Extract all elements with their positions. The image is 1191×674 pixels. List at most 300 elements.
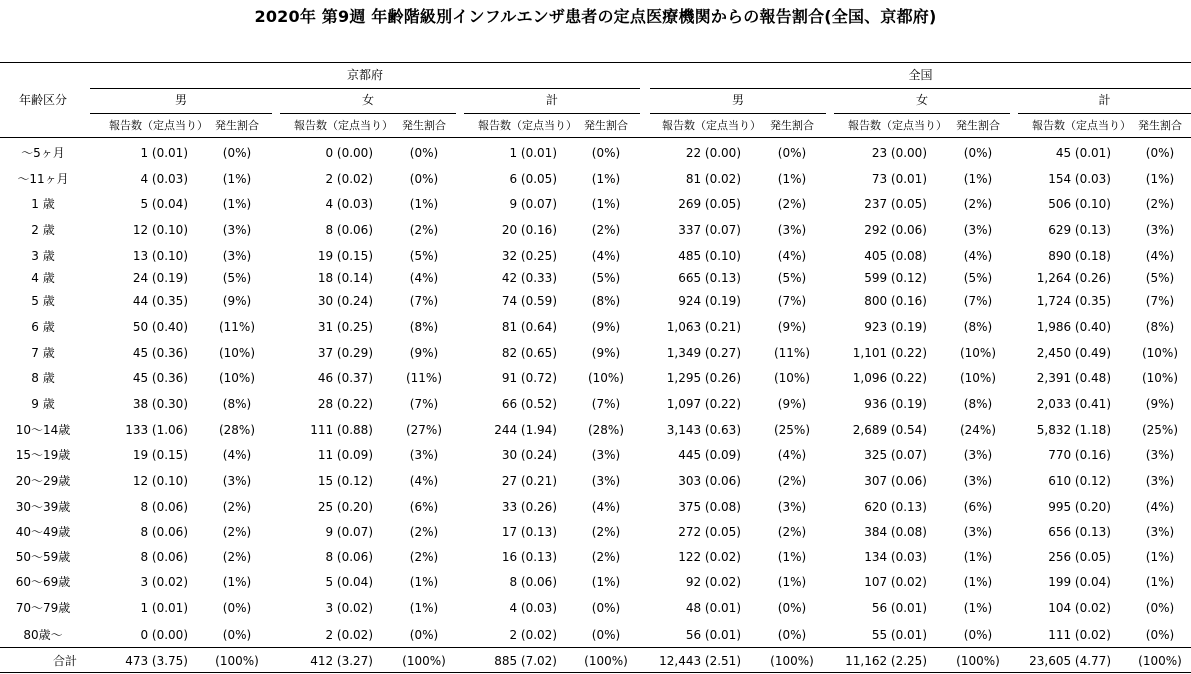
occurrence-rate-cell: (2%)	[409, 223, 439, 237]
occurrence-rate-cell: (1%)	[409, 575, 439, 589]
report-count-cell: 1,264 (0.26)	[1036, 271, 1111, 285]
report-count-cell: 33 (0.26)	[501, 500, 557, 514]
occurrence-rate-cell: (5%)	[963, 271, 993, 285]
age-group-label: 6 歳	[31, 320, 55, 334]
report-count-cell: 485 (0.10)	[678, 249, 741, 263]
age-group-label: 50～59歳	[15, 550, 71, 564]
occurrence-rate-cell: (4%)	[591, 249, 621, 263]
total-row-label: 合計	[52, 654, 77, 668]
report-count-cell: 24 (0.19)	[132, 271, 188, 285]
occurrence-rate-cell: (9%)	[591, 320, 621, 334]
occurrence-rate-cell: (0%)	[409, 628, 439, 642]
report-count-cell: 405 (0.08)	[864, 249, 927, 263]
report-count-cell: 2,689 (0.54)	[852, 423, 927, 437]
region-national-label: 全国	[908, 68, 933, 82]
occurrence-rate-cell: (10%)	[773, 371, 811, 385]
age-group-label: 70～79歳	[15, 601, 71, 615]
occurrence-rate-cell: (3%)	[591, 448, 621, 462]
age-group-label: 40～49歳	[15, 525, 71, 539]
occurrence-rate-cell: (6%)	[963, 500, 993, 514]
report-count-cell: 18 (0.14)	[317, 271, 373, 285]
age-group-label: 30～39歳	[15, 500, 71, 514]
occurrence-rate-cell: (4%)	[409, 474, 439, 488]
report-count-cell: 73 (0.01)	[871, 172, 927, 186]
report-count-cell: 55 (0.01)	[871, 628, 927, 642]
occurrence-rate-cell: (10%)	[959, 346, 997, 360]
occurrence-rate-cell: (8%)	[1145, 320, 1175, 334]
occurrence-rate-cell: (10%)	[218, 371, 256, 385]
report-count-cell: 56 (0.01)	[871, 601, 927, 615]
report-count-cell: 1,063 (0.21)	[666, 320, 741, 334]
total-occurrence-rate-cell: (100%)	[215, 654, 259, 668]
subheader-report-count: 報告数（定点当り）	[848, 119, 947, 132]
occurrence-rate-cell: (3%)	[222, 223, 252, 237]
occurrence-rate-cell: (1%)	[409, 601, 439, 615]
report-count-cell: 2,033 (0.41)	[1036, 397, 1111, 411]
occurrence-rate-cell: (1%)	[1145, 172, 1175, 186]
region-underline-national	[650, 88, 1191, 89]
sex-header-男: 男	[174, 93, 187, 107]
occurrence-rate-cell: (0%)	[591, 146, 621, 160]
occurrence-rate-cell: (7%)	[777, 294, 807, 308]
occurrence-rate-cell: (4%)	[409, 271, 439, 285]
total-report-count-cell: 23,605 (4.77)	[1029, 654, 1111, 668]
occurrence-rate-cell: (2%)	[777, 474, 807, 488]
age-group-label: 15～19歳	[15, 448, 71, 462]
report-count-cell: 56 (0.01)	[685, 628, 741, 642]
report-count-cell: 8 (0.06)	[509, 575, 557, 589]
report-count-cell: 8 (0.06)	[325, 223, 373, 237]
occurrence-rate-cell: (8%)	[591, 294, 621, 308]
occurrence-rate-cell: (10%)	[587, 371, 625, 385]
occurrence-rate-cell: (3%)	[591, 474, 621, 488]
occurrence-rate-cell: (7%)	[409, 294, 439, 308]
occurrence-rate-cell: (0%)	[963, 146, 993, 160]
report-count-cell: 375 (0.08)	[678, 500, 741, 514]
occurrence-rate-cell: (2%)	[409, 525, 439, 539]
report-count-cell: 256 (0.05)	[1048, 550, 1111, 564]
occurrence-rate-cell: (9%)	[591, 346, 621, 360]
occurrence-rate-cell: (7%)	[409, 397, 439, 411]
occurrence-rate-cell: (1%)	[1145, 575, 1175, 589]
subheader-report-count: 報告数（定点当り）	[662, 119, 761, 132]
report-count-cell: 325 (0.07)	[864, 448, 927, 462]
report-count-cell: 111 (0.02)	[1048, 628, 1111, 642]
occurrence-rate-cell: (3%)	[1145, 525, 1175, 539]
occurrence-rate-cell: (9%)	[222, 294, 252, 308]
occurrence-rate-cell: (10%)	[218, 346, 256, 360]
occurrence-rate-cell: (3%)	[963, 448, 993, 462]
report-count-cell: 4 (0.03)	[325, 197, 373, 211]
report-count-cell: 599 (0.12)	[864, 271, 927, 285]
age-group-label: 2 歳	[31, 223, 55, 237]
total-occurrence-rate-cell: (100%)	[584, 654, 628, 668]
occurrence-rate-cell: (5%)	[777, 271, 807, 285]
occurrence-rate-cell: (3%)	[1145, 223, 1175, 237]
occurrence-rate-cell: (1%)	[222, 172, 252, 186]
occurrence-rate-cell: (28%)	[587, 423, 625, 437]
occurrence-rate-cell: (4%)	[591, 500, 621, 514]
subheader-report-count: 報告数（定点当り）	[109, 119, 208, 132]
report-count-cell: 74 (0.59)	[501, 294, 557, 308]
report-count-cell: 12 (0.10)	[132, 223, 188, 237]
sex-underline-5	[1018, 113, 1191, 114]
occurrence-rate-cell: (7%)	[963, 294, 993, 308]
report-count-cell: 46 (0.37)	[317, 371, 373, 385]
report-count-cell: 936 (0.19)	[864, 397, 927, 411]
occurrence-rate-cell: (0%)	[409, 146, 439, 160]
sex-underline-1	[280, 113, 456, 114]
occurrence-rate-cell: (0%)	[963, 628, 993, 642]
report-count-cell: 111 (0.88)	[310, 423, 373, 437]
occurrence-rate-cell: (6%)	[409, 500, 439, 514]
report-count-cell: 890 (0.18)	[1048, 249, 1111, 263]
occurrence-rate-cell: (0%)	[1145, 601, 1175, 615]
report-count-cell: 237 (0.05)	[864, 197, 927, 211]
age-group-label: 10～14歳	[15, 423, 71, 437]
occurrence-rate-cell: (10%)	[1141, 346, 1179, 360]
occurrence-rate-cell: (2%)	[1145, 197, 1175, 211]
report-count-cell: 133 (1.06)	[125, 423, 188, 437]
occurrence-rate-cell: (5%)	[591, 271, 621, 285]
report-count-cell: 38 (0.30)	[132, 397, 188, 411]
occurrence-rate-cell: (2%)	[591, 550, 621, 564]
report-count-cell: 9 (0.07)	[509, 197, 557, 211]
occurrence-rate-cell: (1%)	[963, 172, 993, 186]
subheader-report-count: 報告数（定点当り）	[1032, 119, 1131, 132]
sex-underline-3	[650, 113, 826, 114]
report-count-cell: 82 (0.65)	[501, 346, 557, 360]
age-group-label: ～5ヶ月	[21, 146, 65, 160]
report-count-cell: 13 (0.10)	[132, 249, 188, 263]
total-top-line	[0, 647, 1191, 648]
report-count-cell: 107 (0.02)	[864, 575, 927, 589]
occurrence-rate-cell: (9%)	[777, 320, 807, 334]
occurrence-rate-cell: (0%)	[591, 628, 621, 642]
report-count-cell: 1,097 (0.22)	[666, 397, 741, 411]
report-count-cell: 292 (0.06)	[864, 223, 927, 237]
report-count-cell: 8 (0.06)	[140, 550, 188, 564]
occurrence-rate-cell: (2%)	[222, 500, 252, 514]
report-count-cell: 384 (0.08)	[864, 525, 927, 539]
report-count-cell: 610 (0.12)	[1048, 474, 1111, 488]
occurrence-rate-cell: (0%)	[1145, 628, 1175, 642]
occurrence-rate-cell: (4%)	[777, 249, 807, 263]
report-count-cell: 27 (0.21)	[501, 474, 557, 488]
occurrence-rate-cell: (1%)	[777, 550, 807, 564]
occurrence-rate-cell: (2%)	[222, 525, 252, 539]
report-count-cell: 37 (0.29)	[317, 346, 373, 360]
region-kyoto-label: 京都府	[346, 68, 383, 82]
sex-underline-4	[834, 113, 1010, 114]
report-count-cell: 1 (0.01)	[140, 146, 188, 160]
total-report-count-cell: 412 (3.27)	[310, 654, 373, 668]
report-count-cell: 1,295 (0.26)	[666, 371, 741, 385]
occurrence-rate-cell: (9%)	[777, 397, 807, 411]
sex-underline-2	[464, 113, 640, 114]
region-underline-kyoto	[90, 88, 640, 89]
report-count-cell: 2,391 (0.48)	[1036, 371, 1111, 385]
total-occurrence-rate-cell: (100%)	[402, 654, 446, 668]
report-count-cell: 31 (0.25)	[317, 320, 373, 334]
occurrence-rate-cell: (1%)	[963, 550, 993, 564]
page-title: 2020年 第9週 年齢階級別インフルエンザ患者の定点医療機関からの報告割合(全国、京都府)	[254, 7, 937, 26]
age-group-label: 60～69歳	[15, 575, 71, 589]
report-count-cell: 134 (0.03)	[864, 550, 927, 564]
report-count-cell: 32 (0.25)	[501, 249, 557, 263]
sex-underline-0	[90, 113, 272, 114]
occurrence-rate-cell: (2%)	[591, 223, 621, 237]
occurrence-rate-cell: (28%)	[218, 423, 256, 437]
report-count-cell: 15 (0.12)	[317, 474, 373, 488]
report-count-cell: 4 (0.03)	[140, 172, 188, 186]
report-count-cell: 199 (0.04)	[1048, 575, 1111, 589]
subheader-occurrence-rate: 発生割合	[770, 119, 814, 132]
occurrence-rate-cell: (1%)	[963, 575, 993, 589]
age-group-label: 5 歳	[31, 294, 55, 308]
occurrence-rate-cell: (24%)	[959, 423, 997, 437]
occurrence-rate-cell: (3%)	[777, 500, 807, 514]
occurrence-rate-cell: (3%)	[1145, 474, 1175, 488]
report-count-cell: 17 (0.13)	[501, 525, 557, 539]
report-count-cell: 48 (0.01)	[685, 601, 741, 615]
occurrence-rate-cell: (0%)	[222, 628, 252, 642]
age-group-label: 80歳～	[23, 628, 63, 642]
report-count-cell: 22 (0.00)	[685, 146, 741, 160]
report-count-cell: 303 (0.06)	[678, 474, 741, 488]
total-report-count-cell: 473 (3.75)	[125, 654, 188, 668]
age-group-label: ～11ヶ月	[17, 172, 69, 186]
report-count-cell: 2 (0.02)	[325, 172, 373, 186]
age-group-label: 9 歳	[31, 397, 55, 411]
occurrence-rate-cell: (0%)	[777, 601, 807, 615]
report-count-cell: 0 (0.00)	[325, 146, 373, 160]
occurrence-rate-cell: (9%)	[1145, 397, 1175, 411]
report-count-cell: 770 (0.16)	[1048, 448, 1111, 462]
occurrence-rate-cell: (11%)	[218, 320, 256, 334]
subheader-occurrence-rate: 発生割合	[1138, 119, 1182, 132]
occurrence-rate-cell: (1%)	[591, 172, 621, 186]
occurrence-rate-cell: (7%)	[1145, 294, 1175, 308]
age-group-label: 7 歳	[31, 346, 55, 360]
total-occurrence-rate-cell: (100%)	[1138, 654, 1182, 668]
occurrence-rate-cell: (8%)	[409, 320, 439, 334]
occurrence-rate-cell: (4%)	[1145, 500, 1175, 514]
report-count-cell: 8 (0.06)	[325, 550, 373, 564]
report-count-cell: 4 (0.03)	[509, 601, 557, 615]
report-count-cell: 923 (0.19)	[864, 320, 927, 334]
occurrence-rate-cell: (1%)	[222, 575, 252, 589]
occurrence-rate-cell: (3%)	[409, 448, 439, 462]
report-count-cell: 3 (0.02)	[140, 575, 188, 589]
occurrence-rate-cell: (7%)	[591, 397, 621, 411]
occurrence-rate-cell: (4%)	[963, 249, 993, 263]
occurrence-rate-cell: (5%)	[222, 271, 252, 285]
report-count-cell: 8 (0.06)	[140, 525, 188, 539]
report-count-cell: 995 (0.20)	[1048, 500, 1111, 514]
sex-header-計: 計	[1098, 93, 1111, 107]
report-count-cell: 629 (0.13)	[1048, 223, 1111, 237]
report-count-cell: 81 (0.64)	[501, 320, 557, 334]
occurrence-rate-cell: (2%)	[777, 197, 807, 211]
total-report-count-cell: 885 (7.02)	[494, 654, 557, 668]
occurrence-rate-cell: (25%)	[773, 423, 811, 437]
occurrence-rate-cell: (3%)	[222, 249, 252, 263]
occurrence-rate-cell: (3%)	[222, 474, 252, 488]
occurrence-rate-cell: (1%)	[1145, 550, 1175, 564]
occurrence-rate-cell: (2%)	[777, 525, 807, 539]
occurrence-rate-cell: (3%)	[777, 223, 807, 237]
occurrence-rate-cell: (0%)	[777, 146, 807, 160]
report-count-cell: 1 (0.01)	[140, 601, 188, 615]
report-count-cell: 104 (0.02)	[1048, 601, 1111, 615]
sex-header-女: 女	[915, 93, 928, 107]
occurrence-rate-cell: (0%)	[777, 628, 807, 642]
report-count-cell: 11 (0.09)	[317, 448, 373, 462]
occurrence-rate-cell: (1%)	[591, 197, 621, 211]
report-count-cell: 445 (0.09)	[678, 448, 741, 462]
report-count-cell: 1,096 (0.22)	[852, 371, 927, 385]
report-count-cell: 5 (0.04)	[325, 575, 373, 589]
report-count-cell: 81 (0.02)	[685, 172, 741, 186]
report-count-cell: 91 (0.72)	[501, 371, 557, 385]
report-count-cell: 2 (0.02)	[509, 628, 557, 642]
report-count-cell: 3 (0.02)	[325, 601, 373, 615]
occurrence-rate-cell: (3%)	[1145, 448, 1175, 462]
report-count-cell: 656 (0.13)	[1048, 525, 1111, 539]
report-count-cell: 45 (0.36)	[132, 346, 188, 360]
report-count-cell: 44 (0.35)	[132, 294, 188, 308]
report-count-cell: 30 (0.24)	[317, 294, 373, 308]
report-count-cell: 12 (0.10)	[132, 474, 188, 488]
header-top-line	[0, 62, 1191, 63]
sex-header-計: 計	[545, 93, 558, 107]
report-count-cell: 6 (0.05)	[509, 172, 557, 186]
total-report-count-cell: 12,443 (2.51)	[659, 654, 741, 668]
report-count-cell: 1 (0.01)	[509, 146, 557, 160]
occurrence-rate-cell: (2%)	[222, 550, 252, 564]
report-count-cell: 5,832 (1.18)	[1036, 423, 1111, 437]
report-count-cell: 42 (0.33)	[501, 271, 557, 285]
report-count-cell: 3,143 (0.63)	[666, 423, 741, 437]
report-count-cell: 45 (0.36)	[132, 371, 188, 385]
report-count-cell: 2,450 (0.49)	[1036, 346, 1111, 360]
sex-header-女: 女	[361, 93, 374, 107]
report-count-cell: 1,724 (0.35)	[1036, 294, 1111, 308]
report-count-cell: 154 (0.03)	[1048, 172, 1111, 186]
subheader-occurrence-rate: 発生割合	[402, 119, 446, 132]
report-count-cell: 1,349 (0.27)	[666, 346, 741, 360]
occurrence-rate-cell: (1%)	[409, 197, 439, 211]
occurrence-rate-cell: (0%)	[1145, 146, 1175, 160]
report-count-cell: 8 (0.06)	[140, 500, 188, 514]
occurrence-rate-cell: (2%)	[963, 197, 993, 211]
report-count-cell: 45 (0.01)	[1055, 146, 1111, 160]
report-count-cell: 665 (0.13)	[678, 271, 741, 285]
total-occurrence-rate-cell: (100%)	[770, 654, 814, 668]
occurrence-rate-cell: (8%)	[963, 320, 993, 334]
occurrence-rate-cell: (0%)	[222, 601, 252, 615]
occurrence-rate-cell: (4%)	[777, 448, 807, 462]
occurrence-rate-cell: (1%)	[777, 172, 807, 186]
report-count-cell: 25 (0.20)	[317, 500, 373, 514]
age-column-header: 年齢区分	[18, 93, 67, 107]
report-count-cell: 30 (0.24)	[501, 448, 557, 462]
occurrence-rate-cell: (11%)	[405, 371, 443, 385]
report-count-cell: 19 (0.15)	[317, 249, 373, 263]
occurrence-rate-cell: (3%)	[963, 474, 993, 488]
report-count-cell: 1,101 (0.22)	[852, 346, 927, 360]
report-count-cell: 1,986 (0.40)	[1036, 320, 1111, 334]
report-count-cell: 2 (0.02)	[325, 628, 373, 642]
occurrence-rate-cell: (5%)	[1145, 271, 1175, 285]
total-occurrence-rate-cell: (100%)	[956, 654, 1000, 668]
occurrence-rate-cell: (27%)	[405, 423, 443, 437]
subheader-report-count: 報告数（定点当り）	[478, 119, 577, 132]
report-count-cell: 66 (0.52)	[501, 397, 557, 411]
occurrence-rate-cell: (10%)	[1141, 371, 1179, 385]
report-count-cell: 620 (0.13)	[864, 500, 927, 514]
report-count-cell: 800 (0.16)	[864, 294, 927, 308]
report-count-cell: 337 (0.07)	[678, 223, 741, 237]
occurrence-rate-cell: (0%)	[409, 172, 439, 186]
occurrence-rate-cell: (8%)	[222, 397, 252, 411]
report-count-cell: 5 (0.04)	[140, 197, 188, 211]
occurrence-rate-cell: (5%)	[409, 249, 439, 263]
occurrence-rate-cell: (1%)	[963, 601, 993, 615]
report-count-cell: 269 (0.05)	[678, 197, 741, 211]
report-count-cell: 50 (0.40)	[132, 320, 188, 334]
report-count-cell: 20 (0.16)	[501, 223, 557, 237]
occurrence-rate-cell: (25%)	[1141, 423, 1179, 437]
report-count-cell: 16 (0.13)	[501, 550, 557, 564]
age-group-label: 1 歳	[31, 197, 55, 211]
occurrence-rate-cell: (1%)	[591, 575, 621, 589]
report-count-cell: 307 (0.06)	[864, 474, 927, 488]
subheader-occurrence-rate: 発生割合	[215, 119, 259, 132]
occurrence-rate-cell: (1%)	[222, 197, 252, 211]
occurrence-rate-cell: (9%)	[409, 346, 439, 360]
report-count-cell: 244 (1.94)	[494, 423, 557, 437]
occurrence-rate-cell: (3%)	[963, 525, 993, 539]
occurrence-rate-cell: (10%)	[959, 371, 997, 385]
age-group-label: 8 歳	[31, 371, 55, 385]
report-count-cell: 924 (0.19)	[678, 294, 741, 308]
report-count-cell: 92 (0.02)	[685, 575, 741, 589]
subheader-occurrence-rate: 発生割合	[584, 119, 628, 132]
report-count-cell: 28 (0.22)	[317, 397, 373, 411]
table-bottom-line	[0, 672, 1191, 673]
report-count-cell: 122 (0.02)	[678, 550, 741, 564]
age-group-label: 20～29歳	[15, 474, 71, 488]
occurrence-rate-cell: (3%)	[963, 223, 993, 237]
report-count-cell: 272 (0.05)	[678, 525, 741, 539]
report-count-cell: 9 (0.07)	[325, 525, 373, 539]
occurrence-rate-cell: (0%)	[222, 146, 252, 160]
header-bottom-line	[0, 137, 1191, 138]
occurrence-rate-cell: (2%)	[591, 525, 621, 539]
report-count-cell: 0 (0.00)	[140, 628, 188, 642]
occurrence-rate-cell: (11%)	[773, 346, 811, 360]
subheader-report-count: 報告数（定点当り）	[294, 119, 393, 132]
total-report-count-cell: 11,162 (2.25)	[845, 654, 927, 668]
age-group-label: 4 歳	[31, 271, 55, 285]
occurrence-rate-cell: (4%)	[1145, 249, 1175, 263]
occurrence-rate-cell: (0%)	[591, 601, 621, 615]
report-count-cell: 23 (0.00)	[871, 146, 927, 160]
report-count-cell: 19 (0.15)	[132, 448, 188, 462]
occurrence-rate-cell: (4%)	[222, 448, 252, 462]
